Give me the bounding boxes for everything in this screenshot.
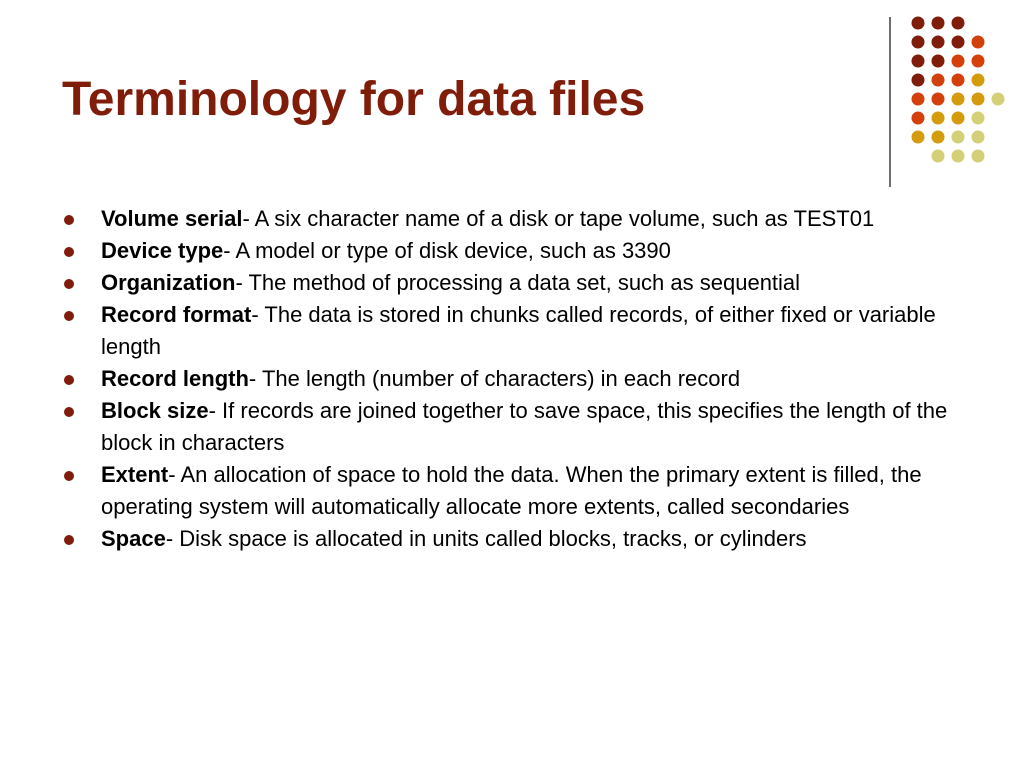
- bullet-term: Organization: [101, 270, 236, 295]
- bullet-icon: [64, 311, 74, 321]
- bullet-item: [62, 235, 982, 267]
- bullet-description: - The length (number of characters) in each record: [248, 366, 741, 391]
- bullet-description: - The method of processing a data set, such as sequential: [235, 270, 801, 295]
- bullet-icon: [64, 279, 74, 289]
- bullet-list: [62, 203, 982, 555]
- bullet-icon: [64, 535, 74, 545]
- bullet-item: [62, 203, 982, 235]
- decorative-dot: [972, 150, 985, 163]
- decorative-dot: [912, 112, 925, 125]
- bullet-term: Volume serial: [101, 206, 243, 231]
- bullet-description: - The data is stored in chunks called records, of either fixed or variable length: [101, 302, 936, 359]
- bullet-icon: [64, 247, 74, 257]
- bullet-term: Space: [101, 526, 166, 551]
- decorative-dot: [932, 150, 945, 163]
- decorative-dot: [932, 36, 945, 49]
- decorative-dot: [992, 93, 1005, 106]
- bullet-item: [62, 363, 982, 395]
- decorative-dot: [932, 131, 945, 144]
- bullet-description: - A six character name of a disk or tape volume, such as TEST01: [242, 206, 875, 231]
- bullet-icon: [64, 215, 74, 225]
- divider-line: [889, 17, 891, 187]
- bullet-description: - Disk space is allocated in units called blocks, tracks, or cylinders: [165, 526, 807, 551]
- decorative-dot: [972, 74, 985, 87]
- decorative-dot: [972, 36, 985, 49]
- decorative-dot: [912, 55, 925, 68]
- decorative-dot: [932, 112, 945, 125]
- decorative-dot: [952, 112, 965, 125]
- bullet-icon: [64, 471, 74, 481]
- decorative-dot: [952, 74, 965, 87]
- decorative-dot: [972, 93, 985, 106]
- bullet-item: [62, 459, 982, 523]
- bullet-item: [62, 299, 982, 363]
- slide-title: Terminology for data files: [62, 73, 646, 126]
- decorative-dot: [972, 131, 985, 144]
- decorative-dot: [912, 36, 925, 49]
- bullet-item: [62, 395, 982, 459]
- decorative-dot: [932, 93, 945, 106]
- bullet-description: - If records are joined together to save space, this specifies the length of the block in characters: [101, 398, 948, 455]
- bullet-description: - An allocation of space to hold the data. When the primary extent is filled, the operating system will automatically allocate more extents, called secondaries: [101, 462, 922, 519]
- decorative-dot: [912, 131, 925, 144]
- decorative-dot: [912, 17, 925, 30]
- bullet-icon: [64, 375, 74, 385]
- decorative-dot: [972, 112, 985, 125]
- decorative-dot: [952, 17, 965, 30]
- bullet-term: Extent: [101, 462, 169, 487]
- bullet-description: - A model or type of disk device, such as 3390: [223, 238, 671, 263]
- bullet-term: Record format: [101, 302, 252, 327]
- decorative-dot: [952, 55, 965, 68]
- decorative-dot: [912, 74, 925, 87]
- bullet-item: [62, 267, 982, 299]
- bullet-item: [62, 523, 982, 555]
- decorative-dot: [952, 131, 965, 144]
- decorative-dot: [932, 74, 945, 87]
- decorative-dot: [952, 150, 965, 163]
- bullet-icon: [64, 407, 74, 417]
- decorative-dot: [912, 93, 925, 106]
- decorative-dot: [972, 55, 985, 68]
- bullet-term: Block size: [101, 398, 209, 423]
- decorative-dot: [932, 55, 945, 68]
- bullet-term: Device type: [101, 238, 224, 263]
- decorative-dot: [932, 17, 945, 30]
- bullet-term: Record length: [101, 366, 249, 391]
- decorative-dot: [952, 36, 965, 49]
- decorative-dot: [952, 93, 965, 106]
